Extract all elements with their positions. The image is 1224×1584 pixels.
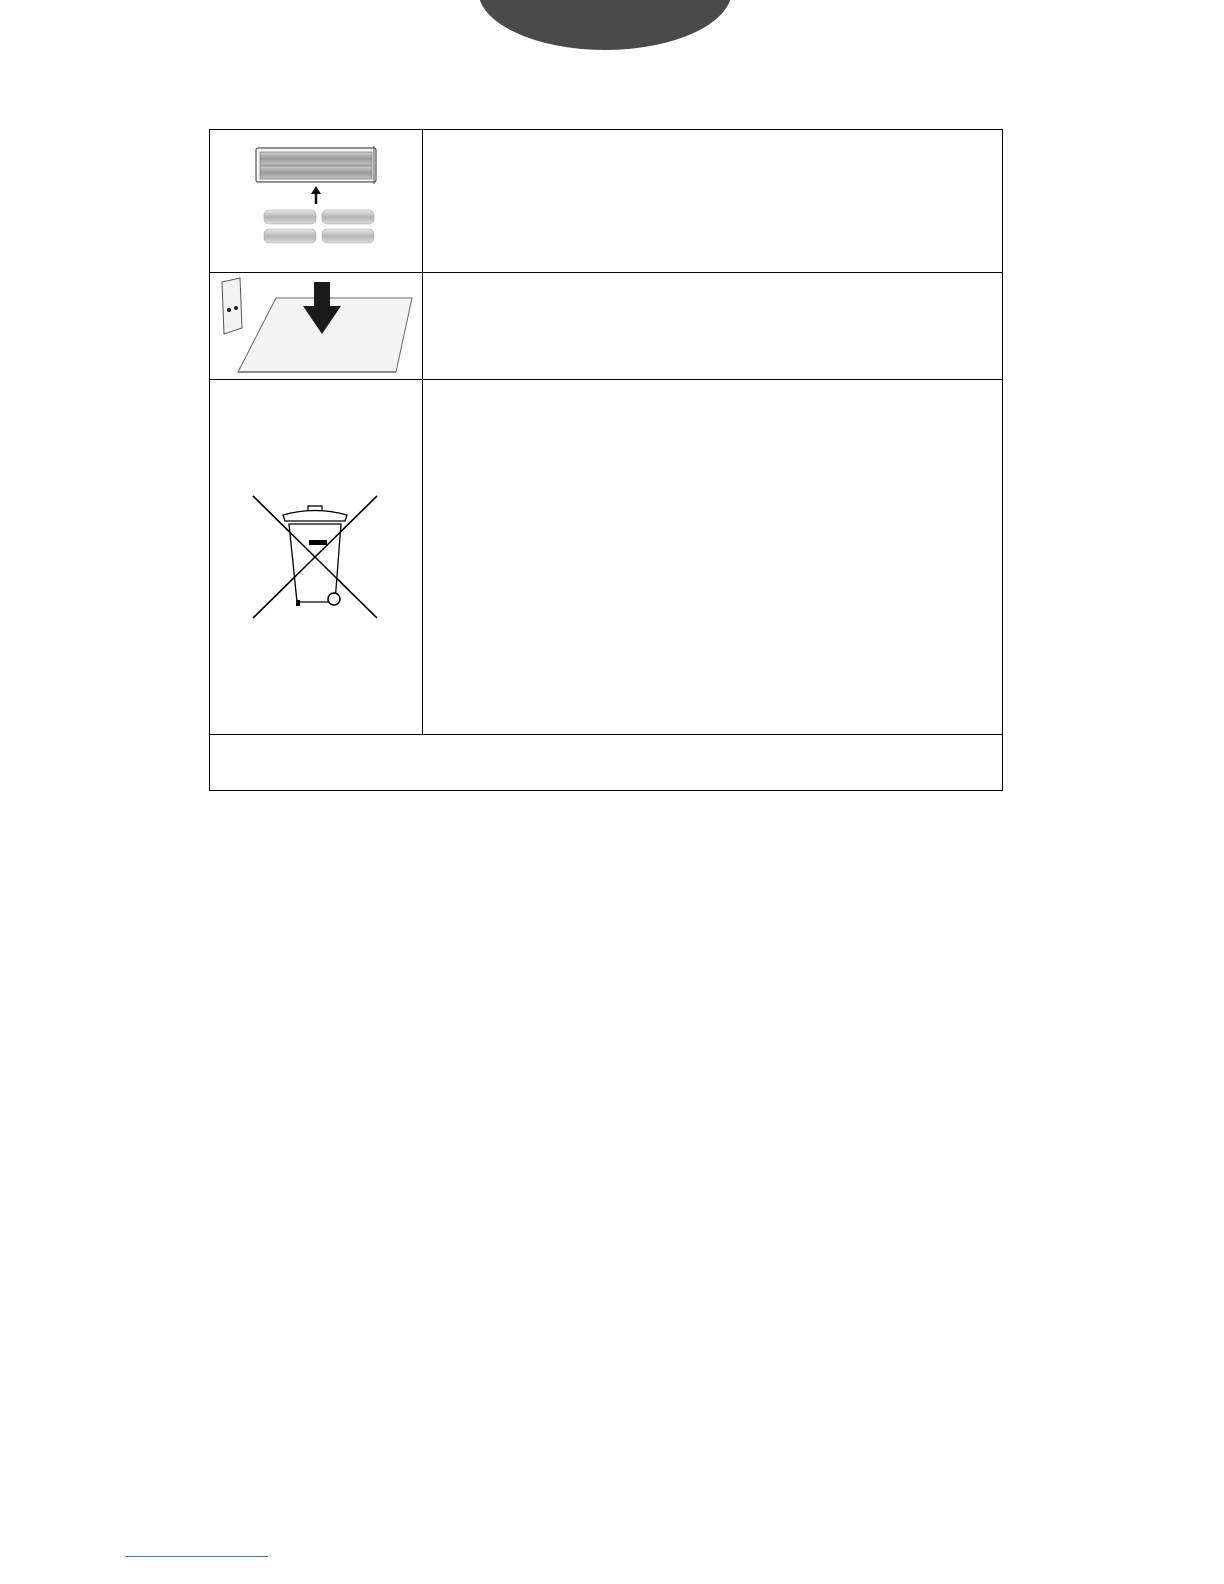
- instruction-table: [209, 129, 1003, 791]
- table-row: [210, 273, 1003, 380]
- table-row: [210, 380, 1003, 735]
- table-row: [210, 735, 1003, 791]
- image-cell: [210, 130, 423, 273]
- text-cell: [423, 380, 1003, 735]
- image-cell: [210, 380, 423, 735]
- header-tab: [478, 0, 732, 50]
- footer-link-underline: [125, 1556, 268, 1557]
- wall-outlet-surface-icon: [216, 276, 416, 376]
- table-row: [210, 130, 1003, 273]
- text-cell: [423, 130, 1003, 273]
- crossed-out-wheelie-bin-icon: [251, 492, 381, 622]
- note-cell: [210, 735, 1003, 791]
- battery-insert-icon: [246, 146, 386, 256]
- text-cell: [423, 273, 1003, 380]
- image-cell: [210, 273, 423, 380]
